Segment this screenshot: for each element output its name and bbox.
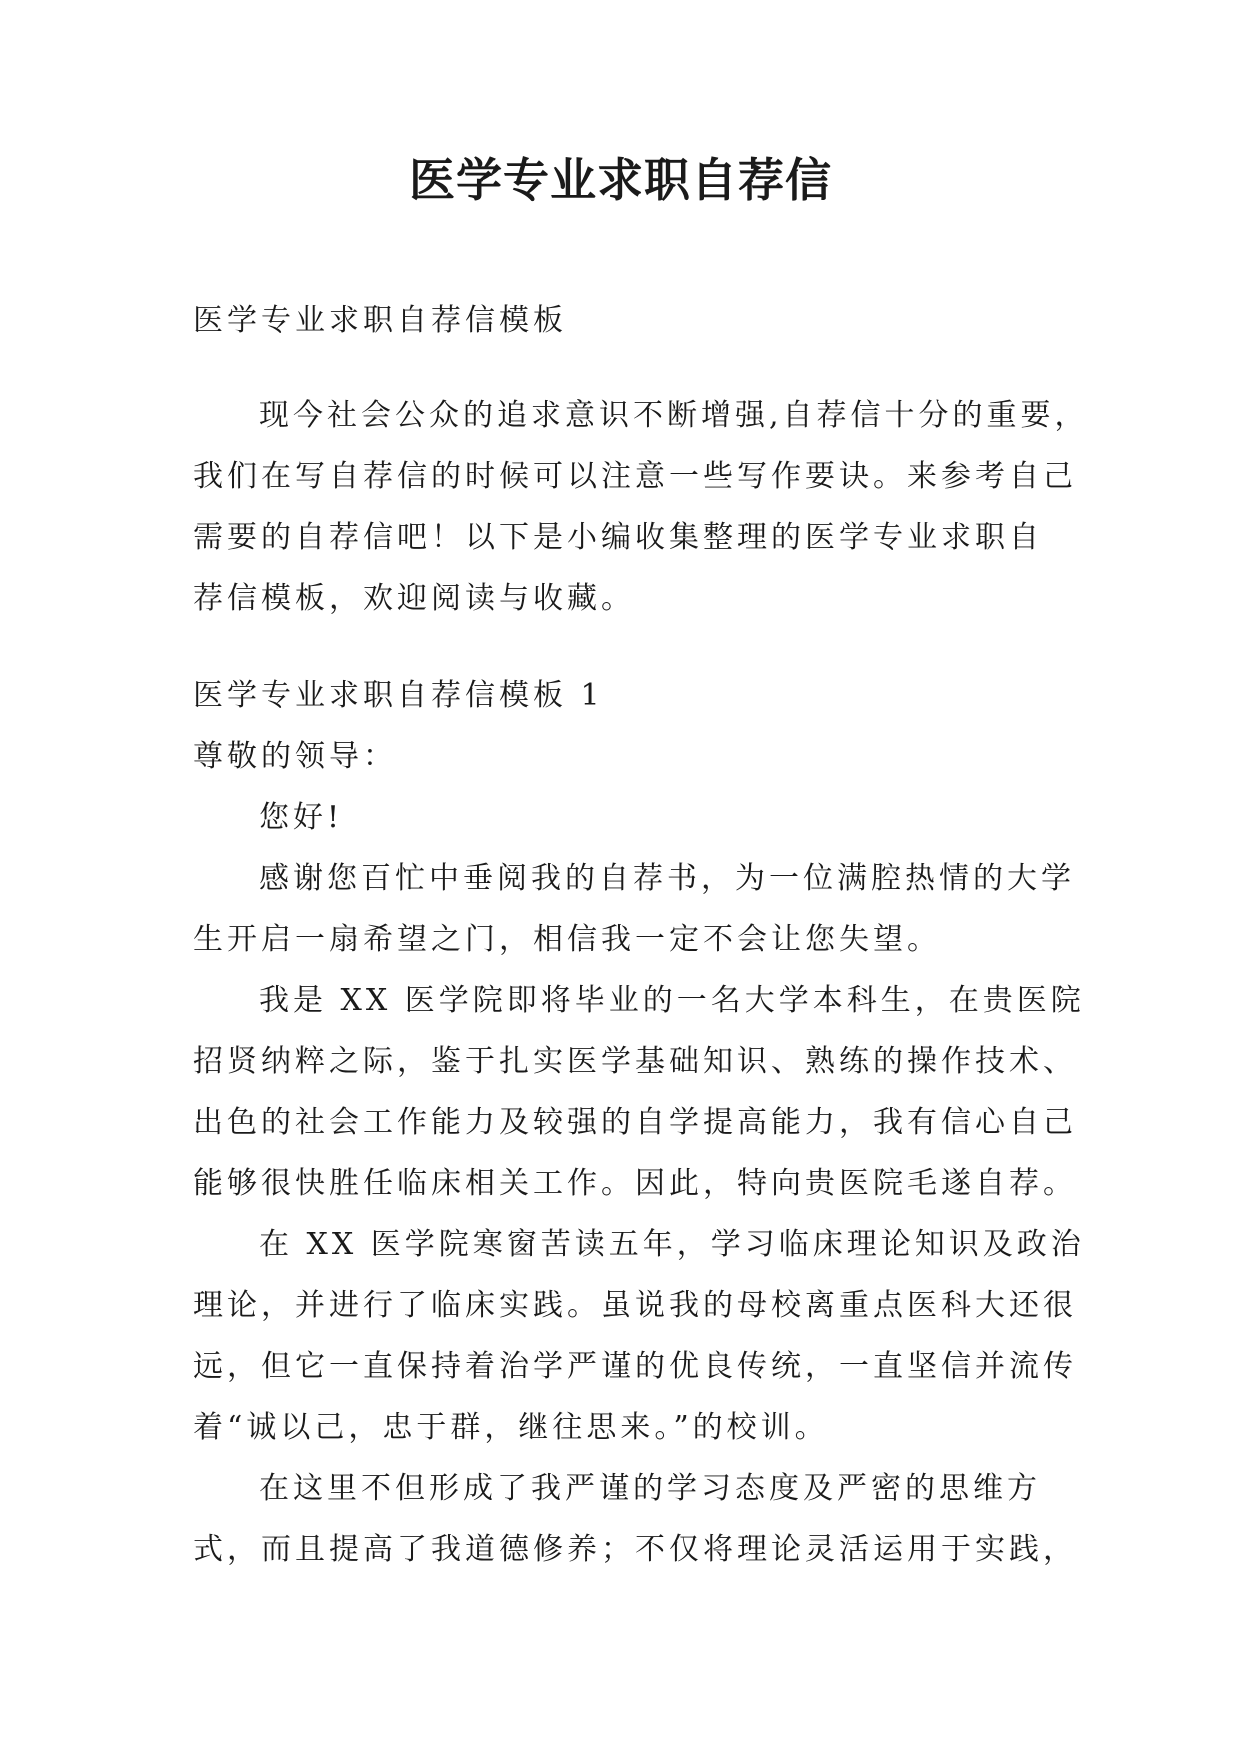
text-line: 我是 XX 医学院即将毕业的一名大学本科生，在贵医院: [259, 983, 1085, 1018]
document-title: 医学专业求职自荐信: [409, 153, 832, 207]
intro-paragraph: [193, 385, 1089, 629]
document-subtitle: 医学专业求职自荐信模板: [193, 303, 567, 338]
greeting: 您好!: [259, 800, 344, 835]
text-line: 荐信模板，欢迎阅读与收藏。: [193, 581, 635, 616]
text-line: 现今社会公众的追求意识不断增强,自荐信十分的重要，: [259, 398, 1089, 433]
document-body: [193, 290, 1089, 1580]
spacer: [193, 629, 1073, 665]
text-line: 着“诚以己，忠于群，继往思来。”的校训。: [193, 1410, 829, 1445]
paragraph-1: [193, 848, 1073, 970]
paragraph-3: [193, 1214, 1085, 1458]
text-line: 式，而且提高了我道德修养；不仅将理论灵活运用于实践，: [193, 1532, 1077, 1567]
text-line: 远，但它一直保持着治学严谨的优良传统，一直坚信并流传: [193, 1349, 1077, 1384]
text-line: 出色的社会工作能力及较强的自学提高能力，我有信心自己: [193, 1105, 1077, 1140]
text-line: 能够很快胜任临床相关工作。因此，特向贵医院毛遂自荐。: [193, 1166, 1077, 1201]
paragraph-2: [193, 970, 1085, 1214]
text-line: 我们在写自荐信的时候可以注意一些写作要诀。来参考自己: [193, 459, 1077, 494]
section-heading: 医学专业求职自荐信模板 1: [193, 678, 604, 713]
text-line: 感谢您百忙中垂阅我的自荐书，为一位满腔热情的大学: [259, 861, 1075, 896]
text-line: 生开启一扇希望之门，相信我一定不会让您失望。: [193, 922, 941, 957]
text-line: 在这里不但形成了我严谨的学习态度及严密的思维方: [259, 1471, 1041, 1506]
text-line: 招贤纳粹之际，鉴于扎实医学基础知识、熟练的操作技术、: [193, 1044, 1077, 1079]
salutation: 尊敬的领导：: [193, 739, 397, 774]
paragraph-4: [193, 1458, 1077, 1580]
text-line: 需要的自荐信吧！以下是小编收集整理的医学专业求职自: [193, 520, 1043, 555]
spacer: [193, 351, 1073, 385]
text-line: 理论，并进行了临床实践。虽说我的母校离重点医科大还很: [193, 1288, 1077, 1323]
text-line: 在 XX 医学院寒窗苦读五年，学习临床理论知识及政治: [259, 1227, 1085, 1262]
